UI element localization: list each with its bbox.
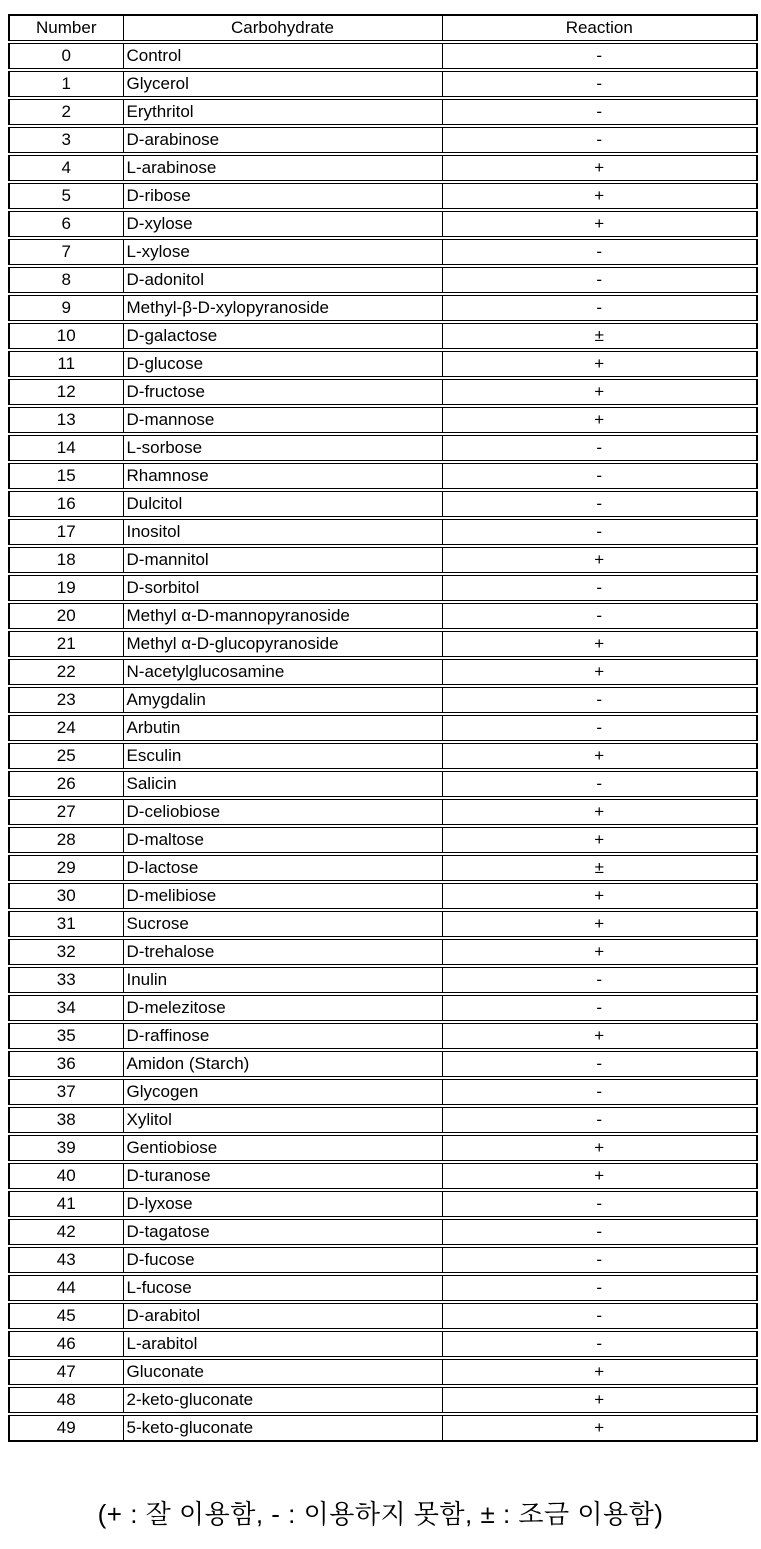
cell-carbohydrate: L-sorbose <box>123 434 442 462</box>
cell-reaction: - <box>442 238 757 266</box>
cell-carbohydrate: D-lactose <box>123 854 442 882</box>
cell-reaction: - <box>442 462 757 490</box>
table-row <box>9 1246 757 1274</box>
table-row <box>9 238 757 266</box>
cell-number: 17 <box>9 518 123 546</box>
column-header-reaction: Reaction <box>442 15 757 42</box>
cell-reaction: - <box>442 602 757 630</box>
table-row <box>9 686 757 714</box>
cell-reaction: - <box>442 1302 757 1330</box>
cell-reaction: + <box>442 798 757 826</box>
cell-number: 14 <box>9 434 123 462</box>
cell-carbohydrate: D-turanose <box>123 1162 442 1190</box>
cell-carbohydrate: Amygdalin <box>123 686 442 714</box>
cell-carbohydrate: Erythritol <box>123 98 442 126</box>
cell-carbohydrate: Methyl α-D-glucopyranoside <box>123 630 442 658</box>
table-row <box>9 1134 757 1162</box>
table-row <box>9 770 757 798</box>
table-row <box>9 630 757 658</box>
cell-reaction: + <box>442 882 757 910</box>
table-row <box>9 1274 757 1302</box>
cell-number: 6 <box>9 210 123 238</box>
table-row <box>9 518 757 546</box>
cell-number: 8 <box>9 266 123 294</box>
cell-number: 36 <box>9 1050 123 1078</box>
cell-number: 31 <box>9 910 123 938</box>
cell-carbohydrate: D-trehalose <box>123 938 442 966</box>
table-row <box>9 154 757 182</box>
cell-reaction: - <box>442 42 757 70</box>
cell-reaction: + <box>442 938 757 966</box>
cell-reaction: - <box>442 686 757 714</box>
cell-reaction: - <box>442 490 757 518</box>
cell-number: 12 <box>9 378 123 406</box>
cell-carbohydrate: Methyl-β-D-xylopyranoside <box>123 294 442 322</box>
data-table <box>8 14 758 1442</box>
cell-carbohydrate: Amidon (Starch) <box>123 1050 442 1078</box>
table-row <box>9 126 757 154</box>
cell-reaction: + <box>442 210 757 238</box>
cell-number: 5 <box>9 182 123 210</box>
table-row <box>9 910 757 938</box>
cell-reaction: + <box>442 546 757 574</box>
table-row <box>9 42 757 70</box>
cell-number: 41 <box>9 1190 123 1218</box>
cell-reaction: - <box>442 266 757 294</box>
cell-number: 45 <box>9 1302 123 1330</box>
cell-reaction: + <box>442 406 757 434</box>
table-row <box>9 1358 757 1386</box>
cell-number: 20 <box>9 602 123 630</box>
carbohydrate-utilization-table <box>8 14 756 1442</box>
cell-carbohydrate: Dulcitol <box>123 490 442 518</box>
table-row <box>9 826 757 854</box>
cell-reaction: ± <box>442 322 757 350</box>
cell-number: 10 <box>9 322 123 350</box>
cell-carbohydrate: L-arabitol <box>123 1330 442 1358</box>
legend-footnote: (+ : 잘 이용함, - : 이용하지 못함, ± : 조금 이용함) <box>97 1499 664 1529</box>
table-row <box>9 1050 757 1078</box>
cell-reaction: - <box>442 1218 757 1246</box>
cell-number: 22 <box>9 658 123 686</box>
table-row <box>9 1078 757 1106</box>
table-row <box>9 1330 757 1358</box>
cell-carbohydrate: D-sorbitol <box>123 574 442 602</box>
table-row <box>9 1414 757 1441</box>
cell-carbohydrate: D-melezitose <box>123 994 442 1022</box>
table-row <box>9 742 757 770</box>
cell-carbohydrate: Inulin <box>123 966 442 994</box>
table-row <box>9 882 757 910</box>
table-row <box>9 182 757 210</box>
cell-reaction: + <box>442 910 757 938</box>
cell-reaction: - <box>442 1274 757 1302</box>
cell-number: 32 <box>9 938 123 966</box>
table-row <box>9 70 757 98</box>
cell-carbohydrate: L-xylose <box>123 238 442 266</box>
cell-reaction: - <box>442 1246 757 1274</box>
cell-reaction: + <box>442 658 757 686</box>
cell-number: 37 <box>9 1078 123 1106</box>
cell-reaction: - <box>442 574 757 602</box>
table-row <box>9 434 757 462</box>
table-row <box>9 490 757 518</box>
cell-number: 2 <box>9 98 123 126</box>
cell-reaction: - <box>442 126 757 154</box>
cell-carbohydrate: Sucrose <box>123 910 442 938</box>
cell-carbohydrate: D-arabitol <box>123 1302 442 1330</box>
cell-number: 40 <box>9 1162 123 1190</box>
cell-number: 19 <box>9 574 123 602</box>
cell-carbohydrate: Glycerol <box>123 70 442 98</box>
cell-reaction: + <box>442 742 757 770</box>
table-row <box>9 1162 757 1190</box>
cell-carbohydrate: 5-keto-gluconate <box>123 1414 442 1441</box>
cell-carbohydrate: Glycogen <box>123 1078 442 1106</box>
cell-reaction: - <box>442 994 757 1022</box>
cell-carbohydrate: D-tagatose <box>123 1218 442 1246</box>
cell-number: 30 <box>9 882 123 910</box>
cell-number: 35 <box>9 1022 123 1050</box>
cell-reaction: - <box>442 434 757 462</box>
cell-reaction: - <box>442 98 757 126</box>
cell-number: 27 <box>9 798 123 826</box>
cell-reaction: - <box>442 770 757 798</box>
cell-carbohydrate: N-acetylglucosamine <box>123 658 442 686</box>
table-row <box>9 854 757 882</box>
cell-reaction: + <box>442 1022 757 1050</box>
cell-reaction: + <box>442 1386 757 1414</box>
cell-number: 3 <box>9 126 123 154</box>
cell-carbohydrate: D-fructose <box>123 378 442 406</box>
cell-reaction: ± <box>442 854 757 882</box>
table-row <box>9 210 757 238</box>
table-row <box>9 798 757 826</box>
cell-reaction: + <box>442 154 757 182</box>
table-row <box>9 350 757 378</box>
cell-reaction: - <box>442 1330 757 1358</box>
cell-reaction: - <box>442 294 757 322</box>
cell-carbohydrate: D-mannose <box>123 406 442 434</box>
cell-number: 4 <box>9 154 123 182</box>
column-header-carbohydrate: Carbohydrate <box>123 15 442 42</box>
cell-carbohydrate: D-arabinose <box>123 126 442 154</box>
cell-carbohydrate: Esculin <box>123 742 442 770</box>
cell-number: 9 <box>9 294 123 322</box>
cell-number: 48 <box>9 1386 123 1414</box>
cell-carbohydrate: Arbutin <box>123 714 442 742</box>
cell-reaction: - <box>442 1190 757 1218</box>
cell-number: 13 <box>9 406 123 434</box>
table-row <box>9 266 757 294</box>
table-row <box>9 714 757 742</box>
cell-number: 43 <box>9 1246 123 1274</box>
cell-reaction: - <box>442 70 757 98</box>
cell-reaction: + <box>442 1358 757 1386</box>
cell-carbohydrate: Inositol <box>123 518 442 546</box>
cell-number: 49 <box>9 1414 123 1441</box>
cell-number: 15 <box>9 462 123 490</box>
cell-number: 33 <box>9 966 123 994</box>
cell-carbohydrate: D-ribose <box>123 182 442 210</box>
cell-number: 21 <box>9 630 123 658</box>
cell-carbohydrate: Salicin <box>123 770 442 798</box>
cell-number: 0 <box>9 42 123 70</box>
cell-number: 38 <box>9 1106 123 1134</box>
cell-carbohydrate: 2-keto-gluconate <box>123 1386 442 1414</box>
table-row <box>9 602 757 630</box>
cell-carbohydrate: D-fucose <box>123 1246 442 1274</box>
cell-carbohydrate: D-raffinose <box>123 1022 442 1050</box>
cell-reaction: + <box>442 826 757 854</box>
cell-carbohydrate: Control <box>123 42 442 70</box>
cell-reaction: - <box>442 966 757 994</box>
cell-carbohydrate: D-lyxose <box>123 1190 442 1218</box>
cell-number: 23 <box>9 686 123 714</box>
cell-reaction: - <box>442 1050 757 1078</box>
column-header-number: Number <box>9 15 123 42</box>
cell-carbohydrate: D-xylose <box>123 210 442 238</box>
table-row <box>9 966 757 994</box>
table-row <box>9 938 757 966</box>
table-row <box>9 98 757 126</box>
cell-number: 7 <box>9 238 123 266</box>
cell-number: 47 <box>9 1358 123 1386</box>
cell-carbohydrate: Methyl α-D-mannopyranoside <box>123 602 442 630</box>
cell-number: 46 <box>9 1330 123 1358</box>
cell-reaction: + <box>442 630 757 658</box>
cell-number: 34 <box>9 994 123 1022</box>
cell-reaction: - <box>442 518 757 546</box>
cell-carbohydrate: D-adonitol <box>123 266 442 294</box>
table-row <box>9 1386 757 1414</box>
table-row <box>9 1106 757 1134</box>
cell-number: 25 <box>9 742 123 770</box>
table-row <box>9 1022 757 1050</box>
cell-number: 29 <box>9 854 123 882</box>
cell-number: 26 <box>9 770 123 798</box>
cell-reaction: + <box>442 1414 757 1441</box>
cell-number: 39 <box>9 1134 123 1162</box>
cell-number: 24 <box>9 714 123 742</box>
table-row <box>9 294 757 322</box>
cell-reaction: - <box>442 714 757 742</box>
table-row <box>9 546 757 574</box>
cell-number: 42 <box>9 1218 123 1246</box>
cell-number: 28 <box>9 826 123 854</box>
table-row <box>9 378 757 406</box>
table-row <box>9 322 757 350</box>
cell-carbohydrate: L-arabinose <box>123 154 442 182</box>
cell-carbohydrate: D-galactose <box>123 322 442 350</box>
table-row <box>9 462 757 490</box>
table-row <box>9 574 757 602</box>
table-header-row <box>9 15 757 42</box>
cell-number: 44 <box>9 1274 123 1302</box>
cell-carbohydrate: D-glucose <box>123 350 442 378</box>
table-row <box>9 658 757 686</box>
cell-number: 16 <box>9 490 123 518</box>
cell-carbohydrate: D-celiobiose <box>123 798 442 826</box>
cell-carbohydrate: Rhamnose <box>123 462 442 490</box>
cell-carbohydrate: Xylitol <box>123 1106 442 1134</box>
cell-number: 1 <box>9 70 123 98</box>
cell-reaction: + <box>442 1134 757 1162</box>
cell-reaction: - <box>442 1106 757 1134</box>
cell-carbohydrate: Gentiobiose <box>123 1134 442 1162</box>
cell-reaction: + <box>442 378 757 406</box>
cell-carbohydrate: L-fucose <box>123 1274 442 1302</box>
cell-reaction: - <box>442 1078 757 1106</box>
cell-reaction: + <box>442 1162 757 1190</box>
table-row <box>9 1190 757 1218</box>
cell-number: 11 <box>9 350 123 378</box>
table-row <box>9 1302 757 1330</box>
table-row <box>9 406 757 434</box>
cell-reaction: + <box>442 182 757 210</box>
cell-carbohydrate: D-melibiose <box>123 882 442 910</box>
cell-reaction: + <box>442 350 757 378</box>
cell-carbohydrate: D-mannitol <box>123 546 442 574</box>
table-row <box>9 994 757 1022</box>
cell-carbohydrate: D-maltose <box>123 826 442 854</box>
cell-number: 18 <box>9 546 123 574</box>
cell-carbohydrate: Gluconate <box>123 1358 442 1386</box>
table-row <box>9 1218 757 1246</box>
